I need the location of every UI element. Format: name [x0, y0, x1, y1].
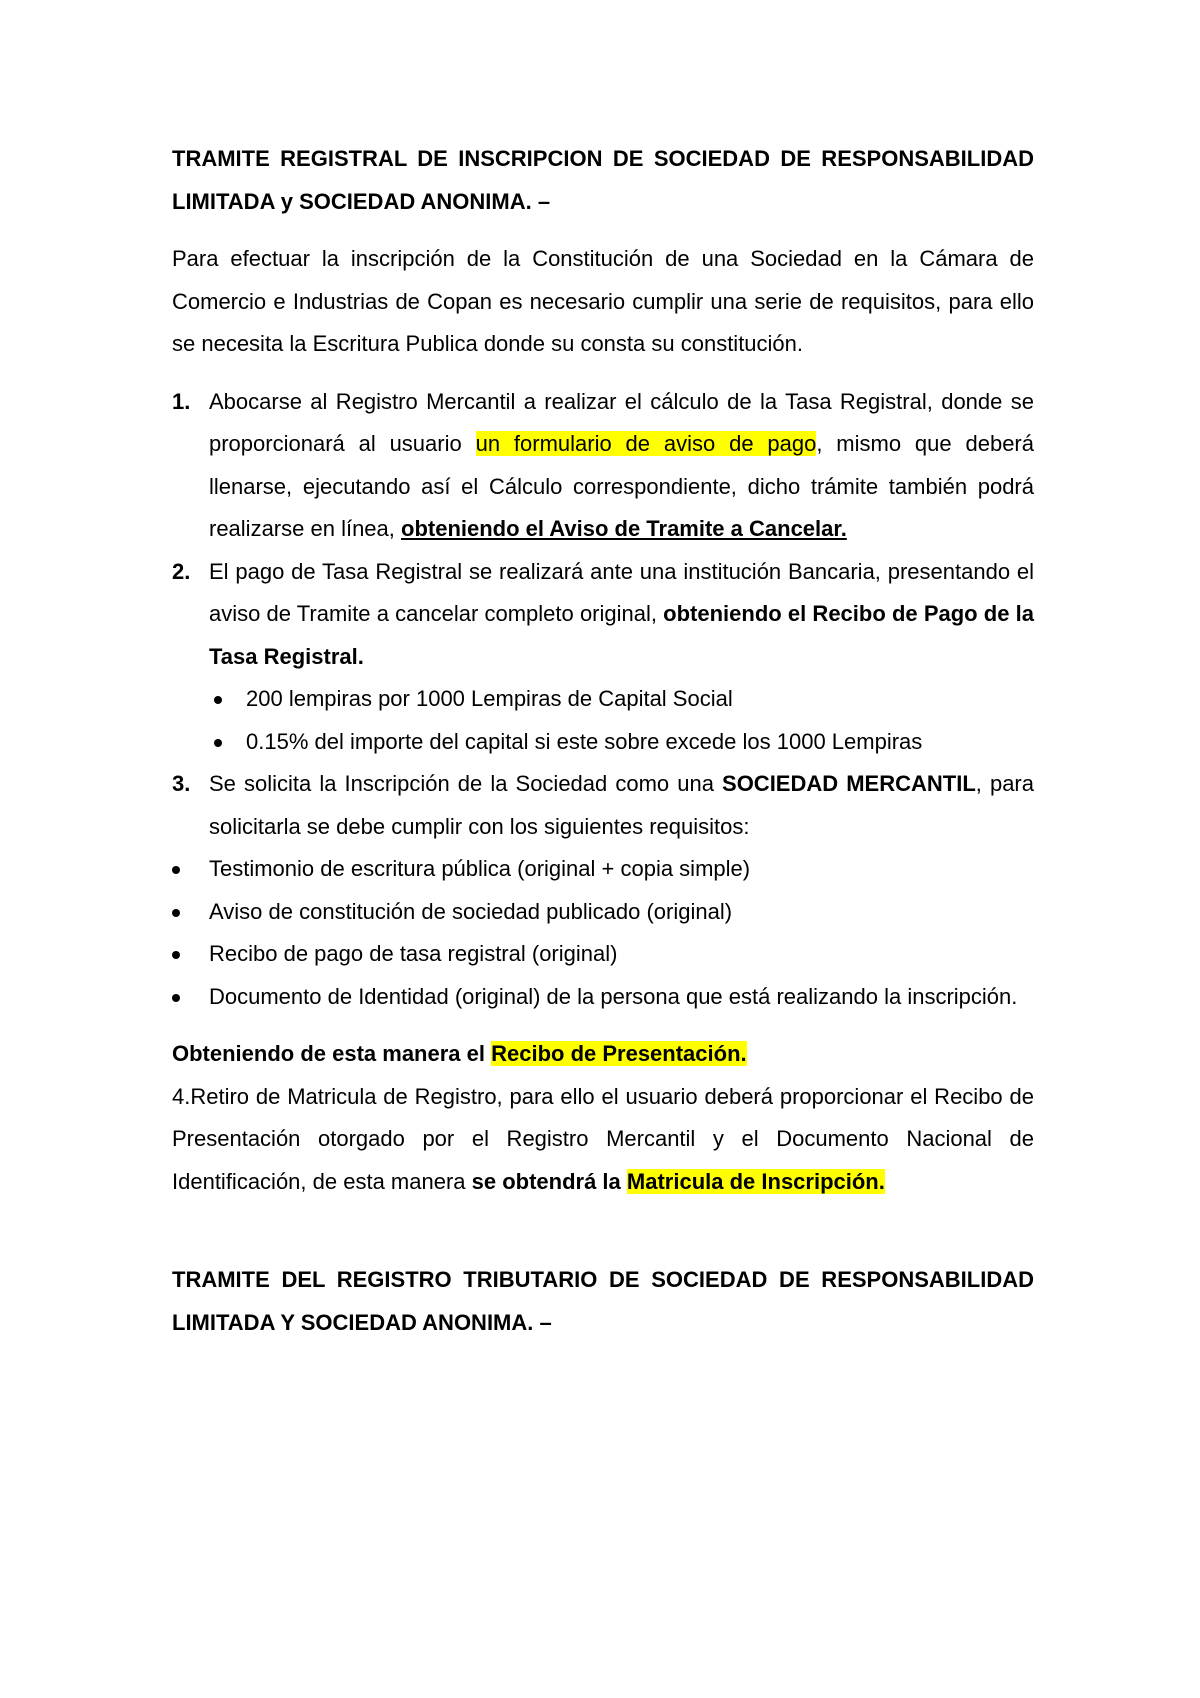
- section-title: TRAMITE REGISTRAL DE INSCRIPCION DE SOCIEDAD DE RESPONSABILIDAD LIMITADA y SOCIEDAD ANONIMA. –: [172, 146, 1034, 214]
- requirement-text: Testimonio de escritura pública (original + copia simple): [209, 856, 751, 881]
- fee-bullet: [172, 678, 1034, 721]
- step-1: [172, 381, 1034, 551]
- bullet-text: 0.15% del importe del capital si este sobre excede los 1000 Lempiras: [246, 728, 923, 754]
- emphasized-term: SOCIEDAD MERCANTIL: [722, 771, 976, 796]
- document-body: [172, 138, 1034, 1344]
- bullet-icon: [214, 739, 222, 747]
- step-text: Se solicita la Inscripción de la Sociedad como una: [209, 771, 723, 796]
- bullet-icon: [172, 909, 180, 917]
- requirement-item: [172, 976, 1034, 1019]
- step-3: [172, 763, 1034, 848]
- step-2: [172, 551, 1034, 679]
- step-text: El pago de Tasa Registral se realizará ante una institución Bancaria, presentando el aviso de Tramite a cancelar completo original,: [209, 558, 1034, 626]
- highlighted-result: Recibo de Presentación.: [491, 1041, 747, 1066]
- fee-bullet: [172, 721, 1034, 764]
- bullet-icon: [172, 951, 180, 959]
- requirement-text: Aviso de constitución de sociedad publicado (original): [209, 898, 733, 924]
- bullet-icon: [214, 696, 222, 704]
- result-line: [172, 1033, 1034, 1076]
- step-text-continued: , mismo que deberá llenarse, ejecutando así el Cálculo correspondiente, dicho trámite también podrá realizarse en línea,: [209, 431, 1034, 541]
- section-title-2: TRAMITE DEL REGISTRO TRIBUTARIO DE SOCIEDAD DE RESPONSABILIDAD LIMITADA Y SOCIEDAD ANONIMA. –: [172, 1267, 1034, 1335]
- intro-paragraph: Para efectuar la inscripción de la Constitución de una Sociedad en la Cámara de Comercio e Industrias de Copan es necesario cumplir una serie de requisitos, para ello se necesita la Escritura Publica donde su consta su constitución.: [172, 246, 1034, 356]
- step-text: 4.Retiro de Matricula de Registro, para ello el usuario deberá proporcionar el Recibo de Presentación otorgado por el Registro Mercantil y el Documento Nacional de Identificación, de esta manera: [172, 1083, 1034, 1194]
- highlighted-text: un formulario de aviso de pago: [475, 431, 817, 456]
- step-4-paragraph: [172, 1076, 1034, 1204]
- requirement-text: Documento de Identidad (original) de la persona que está realizando la inscripción.: [209, 983, 1018, 1009]
- emphasized-result: obteniendo el Recibo de Pago de la Tasa Registral.: [209, 601, 1034, 669]
- highlighted-result: Matricula de Inscripción.: [626, 1168, 885, 1194]
- bullet-text: 200 lempiras por 1000 Lempiras de Capital Social: [246, 686, 733, 711]
- result-text: Obteniendo de esta manera el: [172, 1041, 492, 1066]
- bullet-icon: [172, 994, 180, 1002]
- requirement-text: Recibo de pago de tasa registral (original): [209, 941, 618, 966]
- requirement-item: [172, 848, 1034, 891]
- requirement-item: [172, 933, 1034, 976]
- bullet-icon: [172, 866, 180, 874]
- step-number: 1.: [172, 388, 191, 414]
- emphasized-text: se obtendrá la: [471, 1168, 627, 1194]
- requirement-item: [172, 891, 1034, 934]
- step-number: 3.: [172, 771, 191, 796]
- step-number: 2.: [172, 558, 191, 584]
- emphasized-result: obteniendo el Aviso de Tramite a Cancelar.: [401, 516, 847, 541]
- step-text: Abocarse al Registro Mercantil a realizar el cálculo de la Tasa Registral, donde se proporcionará al usuario: [209, 388, 1034, 456]
- step-text-continued: , para solicitarla se debe cumplir con los siguientes requisitos:: [209, 771, 1034, 839]
